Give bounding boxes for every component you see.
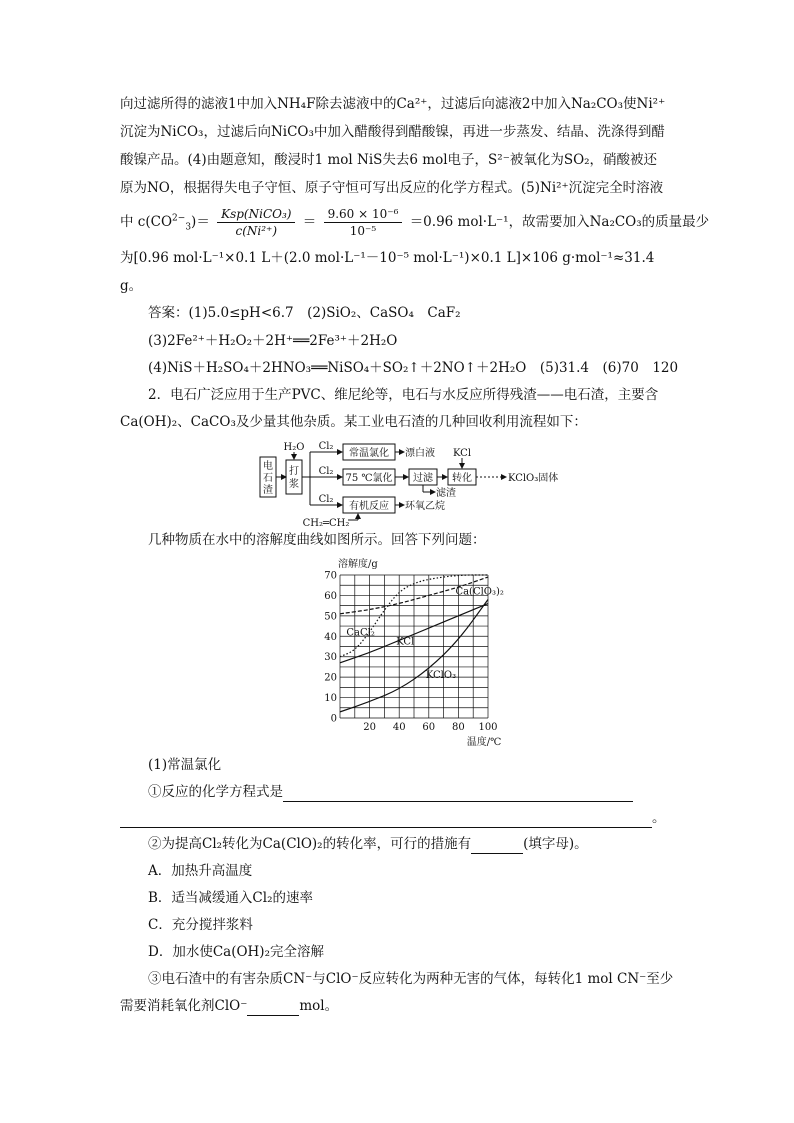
- flow-cl2-2: Cl₂: [318, 466, 334, 477]
- flow-start-char-3: 渣: [263, 485, 273, 496]
- q1-2-text: ②为提高Cl₂转化为Ca(ClO)₂的转化率，可行的措施有: [148, 836, 472, 852]
- conc-result: ＝0.96 mol·L⁻¹，故需要加入Na₂CO₃的质量最少: [409, 214, 710, 230]
- ksp-numerator: Ksp(NiCO₃): [217, 206, 295, 223]
- flow-epoxide: 环氧乙烷: [405, 501, 445, 512]
- y-tick-label: 70: [324, 570, 337, 582]
- ksp-fraction: [217, 206, 295, 239]
- option-a: A．加热升高温度: [148, 863, 253, 879]
- answer-blank-mol[interactable]: [247, 1001, 299, 1016]
- graph-intro: 几种物质在水中的溶解度曲线如图所示。回答下列问题：: [148, 532, 486, 548]
- flow-box-organic: 有机反应: [349, 501, 389, 512]
- answer-blank-choice[interactable]: [471, 839, 523, 854]
- option-c: C．充分搅拌浆料: [148, 917, 253, 933]
- y-tick-label: 20: [324, 672, 337, 684]
- sub-question-1-3: ③电石渣中的有害杂质CN⁻与ClO⁻反应转化为两种无害的气体，每转化1 mol CN⁻至少: [148, 971, 674, 987]
- solution-line-6: 为[0.96 mol·L⁻¹×0.1 L＋(2.0 mol·L⁻¹－10⁻⁵ mol·L⁻¹)×0.1 L]×106 g·mol⁻¹≈31.4: [120, 250, 655, 266]
- x-axis-label: 温度/℃: [466, 737, 502, 748]
- series-label: KClO₃: [425, 670, 457, 682]
- solution-line-3: 酸镍产品。(4)由题意知，酸浸时1 mol NiS失去6 mol电子，S²⁻被氧化为SO₂，硝酸被还: [120, 152, 658, 168]
- y-tick-label: 30: [324, 652, 337, 664]
- value-fraction: [324, 206, 403, 239]
- index-sub: 3: [185, 222, 192, 233]
- process-flow-diagram: [258, 440, 578, 530]
- y-axis-label: 溶解度/g: [338, 559, 378, 570]
- series-label: Ca(ClO₃)₂: [455, 586, 504, 598]
- flow-bleach: 漂白液: [405, 448, 435, 459]
- series-label: KCl: [396, 636, 415, 648]
- charge-sup: 2−: [172, 213, 186, 224]
- solution-line-4: 原为NO，根据得失电子守恒、原子守恒可写出反应的化学方程式。(5)Ni²⁺沉淀完全时溶液: [120, 180, 664, 196]
- flow-ethylene: CH₂═CH₂: [302, 518, 350, 529]
- y-tick-label: 50: [324, 611, 337, 623]
- question-2-intro-1: 2．电石广泛应用于生产PVC、维尼纶等，电石与水反应所得残渣——电石渣，主要含: [148, 387, 659, 403]
- x-tick-label: 100: [478, 722, 498, 733]
- flow-box-75c: 75 ℃氯化: [345, 473, 393, 484]
- solubility-chart: [300, 555, 510, 750]
- x-tick-label: 60: [422, 722, 436, 733]
- solution-line-2: 沉淀为NiCO₃，过滤后向NiCO₃中加入醋酸得到醋酸镍，再进一步蒸发、结晶、洗涤得到醋: [120, 124, 665, 140]
- answer-line-1: 答案：(1)5.0≤pH<6.7 (2)SiO₂、CaSO₄ CaF₂: [148, 305, 461, 321]
- y-tick-label: 10: [324, 693, 337, 705]
- answer-line-3: (4)NiS＋H₂SO₄＋2HNO₃══NiSO₄＋SO₂↑＋2NO↑＋2H₂O (5)31.4 (6)70 120: [148, 360, 679, 376]
- conc-label: 中 c(CO: [120, 214, 173, 230]
- q1-3-text: 需要消耗氧化剂ClO⁻: [120, 998, 248, 1014]
- sub-question-1-2: [148, 834, 588, 854]
- flow-product: KClO₃固体: [508, 473, 559, 484]
- equals-2: ＝: [302, 214, 317, 230]
- flow-convert: 转化: [452, 473, 472, 484]
- option-b: B．适当减缓通入Cl₂的速率: [148, 890, 313, 906]
- solution-line-7: g。: [120, 278, 143, 294]
- x-tick-label: 20: [363, 722, 376, 733]
- flow-start-char-1: 电: [263, 461, 273, 472]
- flow-box-room-temp: 常温氯化: [349, 448, 389, 459]
- series-label: CaCl₂: [346, 627, 375, 639]
- q1-3-end: mol。: [299, 998, 339, 1014]
- flow-start-char-2: 石: [263, 473, 273, 484]
- answer-blank-equation-1[interactable]: [283, 787, 633, 802]
- flow-cl2-1: Cl₂: [318, 441, 334, 452]
- ksp-denominator: c(Ni²⁺): [235, 224, 278, 238]
- value-numerator: 9.60 × 10⁻⁶: [324, 206, 403, 223]
- solution-line-1: 向过滤所得的滤液1中加入NH₄F除去滤液中的Ca²⁺，过滤后向滤液2中加入Na₂CO₃使Ni²⁺: [120, 96, 666, 112]
- flow-filter: 过滤: [413, 473, 433, 484]
- y-tick-label: 0: [330, 713, 337, 725]
- sub-question-1-3-cont: [120, 996, 338, 1016]
- sub-question-1-1-cont: [120, 808, 666, 828]
- q1-1-end: 。: [652, 810, 666, 826]
- flow-slurry-char-2: 浆: [289, 479, 299, 490]
- sub-question-1-1: [148, 782, 633, 802]
- flow-residue: 滤渣: [436, 488, 456, 499]
- y-tick-label: 40: [324, 631, 337, 643]
- solution-line-5: [120, 205, 709, 239]
- flow-slurry-char-1: 打: [289, 466, 299, 477]
- question-2-intro-2: Ca(OH)₂、CaCO₃及少量其他杂质。某工业电石渣的几种回收利用流程如下：: [120, 414, 587, 430]
- x-tick-label: 80: [452, 722, 465, 733]
- equals-1: )＝: [191, 214, 210, 230]
- q1-2-end: (填字母)。: [523, 836, 588, 852]
- x-tick-label: 40: [392, 722, 406, 733]
- flow-water: H₂O: [283, 442, 305, 453]
- option-d: D．加水使Ca(OH)₂完全溶解: [148, 944, 324, 960]
- y-tick-label: 60: [324, 590, 337, 602]
- answer-blank-equation-2[interactable]: [120, 813, 652, 828]
- answer-line-2: (3)2Fe²⁺＋H₂O₂＋2H⁺══2Fe³⁺＋2H₂O: [148, 333, 398, 349]
- value-denominator: 10⁻⁵: [349, 224, 377, 238]
- flow-kcl: KCl: [452, 448, 472, 459]
- sub-question-1-title: (1)常温氯化: [148, 757, 222, 773]
- flow-cl2-3: Cl₂: [318, 494, 334, 505]
- q1-1-text: ①反应的化学方程式是: [148, 784, 283, 800]
